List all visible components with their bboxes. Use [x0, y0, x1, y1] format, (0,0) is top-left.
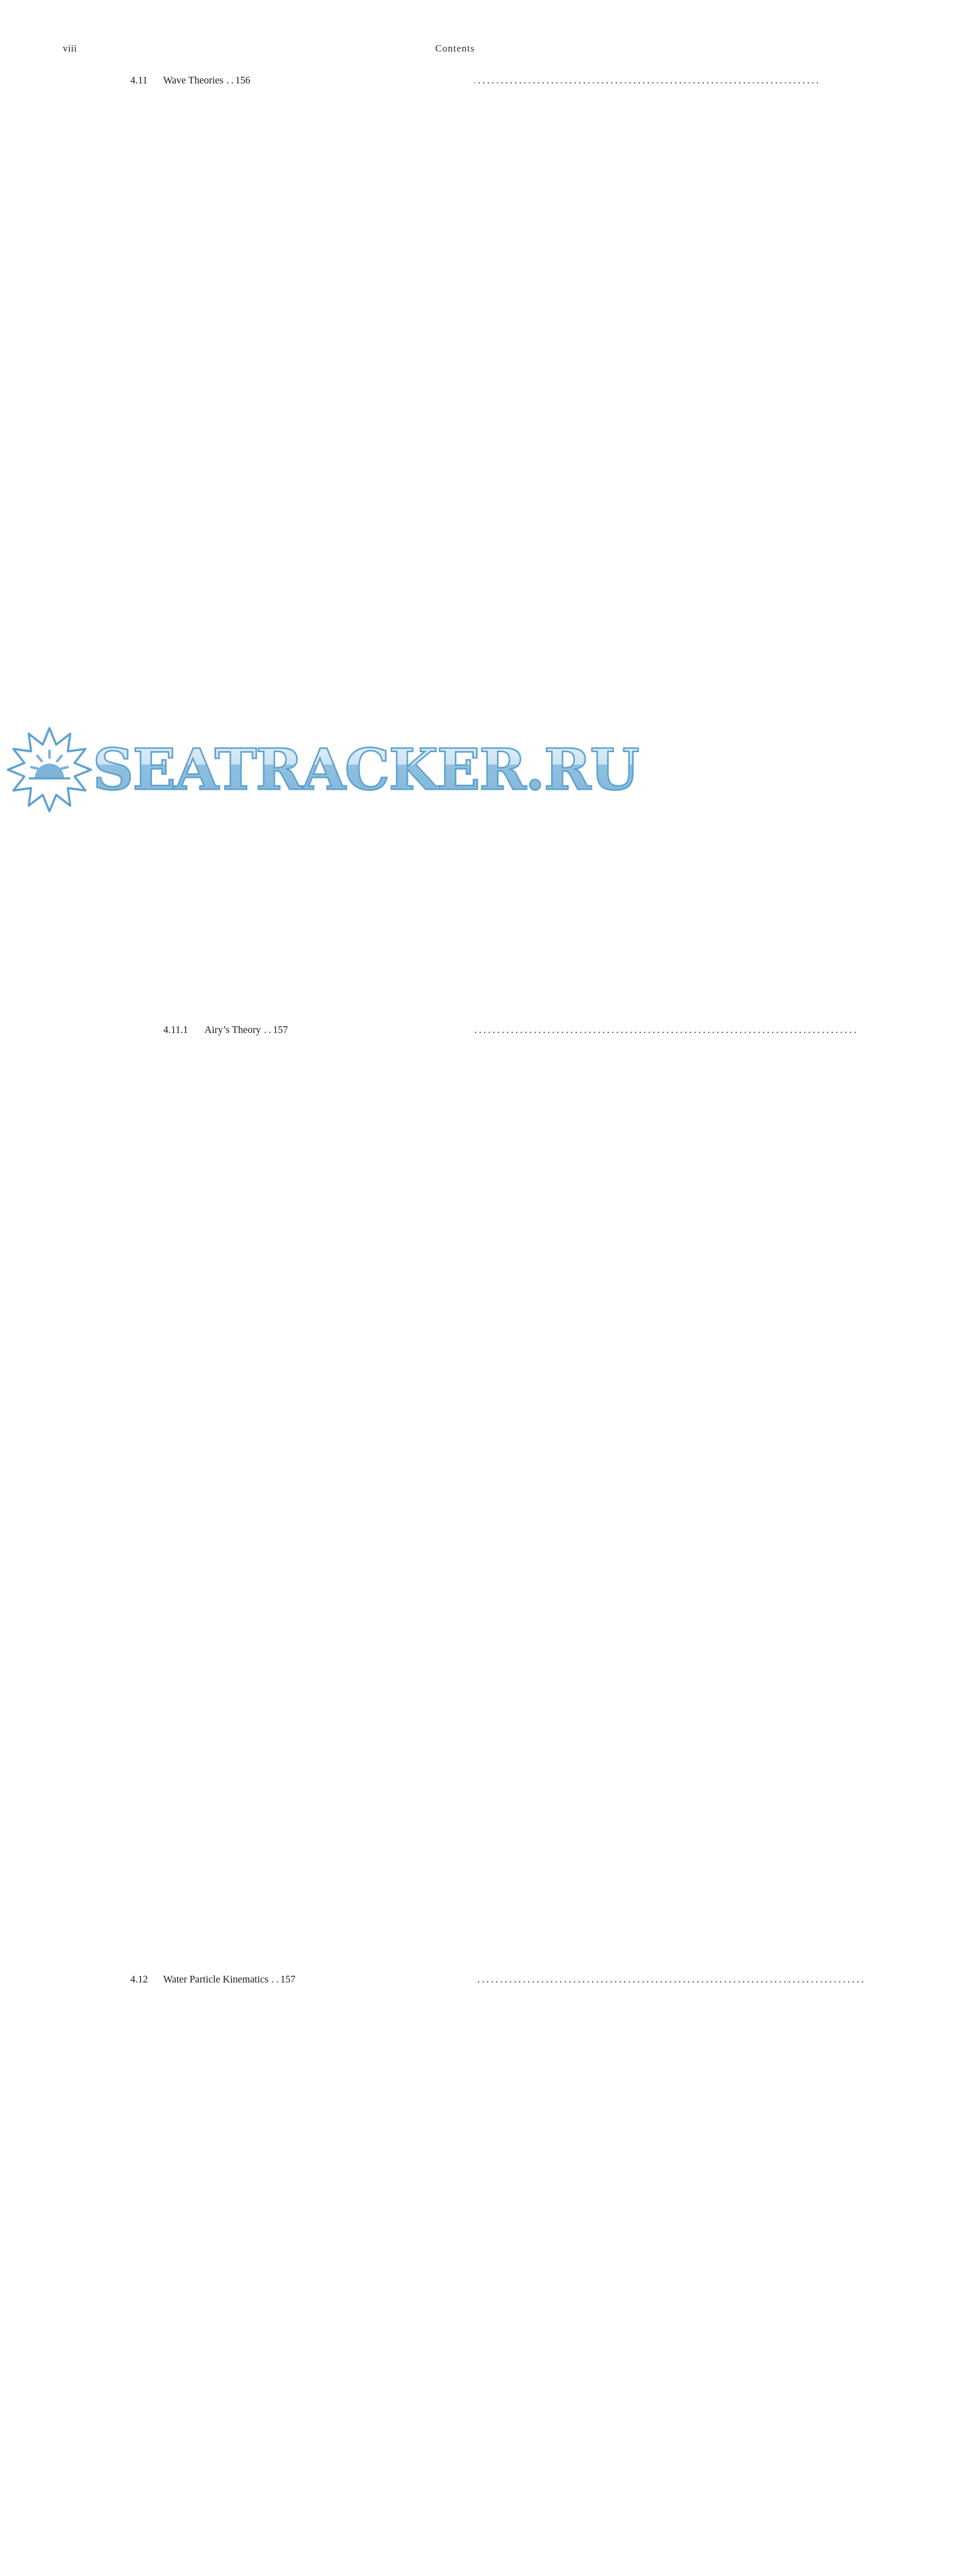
page-folio: viii [63, 43, 77, 54]
toc-entry [130, 1973, 474, 2576]
seatracker-sun-logo-icon [6, 726, 93, 813]
toc-entry-page: 157 [280, 1973, 474, 2576]
table-of-contents [130, 74, 474, 2576]
toc-entry-number: 4.11 [130, 75, 148, 86]
toc-entry [130, 74, 474, 1023]
toc-entry-number: 4.12 [130, 1974, 148, 1985]
dot-leader [227, 74, 233, 88]
dot-leader [264, 1023, 270, 1038]
running-head-title: Contents [435, 43, 475, 54]
toc-entry [130, 1023, 474, 1973]
toc-entry-title: Airy’s Theory [204, 1025, 261, 1036]
running-head [63, 43, 475, 55]
watermark [6, 724, 639, 815]
dot-leader [271, 1973, 278, 1987]
toc-entry-title: Water Particle Kinematics [163, 1974, 269, 1985]
toc-entry-page: 157 [273, 1023, 474, 1973]
toc-entry-number: 4.11.1 [163, 1025, 189, 1036]
watermark-text: SEATRACKER.RU [93, 726, 638, 813]
toc-entry-title: Wave Theories [163, 75, 224, 86]
toc-entry-page: 156 [235, 74, 474, 1023]
